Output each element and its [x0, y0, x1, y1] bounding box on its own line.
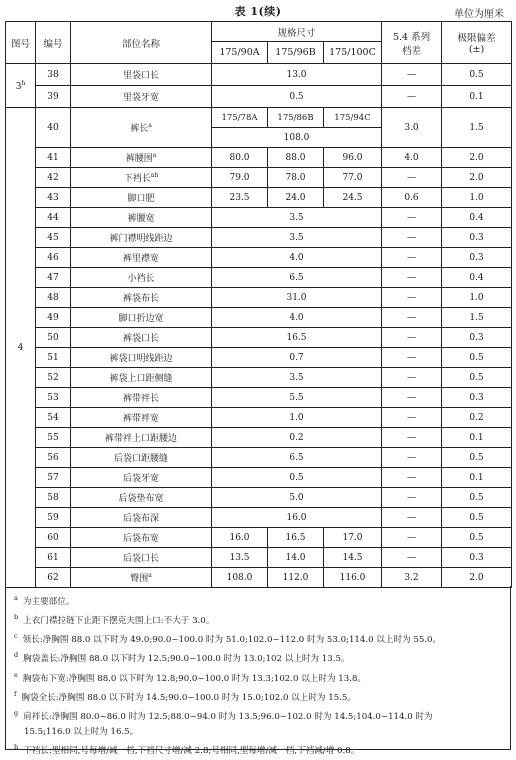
no-cell: 62: [36, 568, 71, 588]
part-cell: 脚口折边宽: [71, 308, 212, 328]
no-cell: 39: [36, 86, 71, 108]
spec-sub-cell: 175/86B: [268, 108, 324, 128]
spec-table: [5, 21, 512, 588]
header-spec: 规格尺寸: [212, 22, 382, 42]
header-grade-line2: 档差: [402, 45, 422, 57]
no-cell: 61: [36, 548, 71, 568]
spec-cell: 3.5: [212, 368, 382, 388]
header-grade: [382, 22, 442, 64]
spec-cell: 14.5: [324, 548, 382, 568]
grade-cell: —: [382, 448, 442, 468]
part-cell: 裤袋布长: [71, 288, 212, 308]
tolerance-cell: 0.4: [442, 268, 512, 288]
footnote: $^g$ 肩袢长:净胸围 80.0~86.0 时为 12.5;88.0~94.0 时为 13.5;96.0~102.0 时为 14.5;104.0~114.0 时为: [14, 708, 433, 722]
spec-cell: 3.5: [212, 208, 382, 228]
header-no: 编号: [36, 22, 71, 64]
spec-cell: 80.0: [212, 148, 268, 168]
grade-cell: —: [382, 248, 442, 268]
grade-cell: —: [382, 168, 442, 188]
spec-cell: 6.5: [212, 448, 382, 468]
tolerance-cell: 0.2: [442, 408, 512, 428]
part-cell: 脚口肥: [71, 188, 212, 208]
footnote: $^b$ 上衣门襟拉链下止距下摆克夫围上口:不大于 3.0。: [14, 613, 215, 627]
part-cell: 裤腰围$^a$: [71, 148, 212, 168]
spec-cell: 6.5: [212, 268, 382, 288]
grade-cell: 3.2: [382, 568, 442, 588]
spec-cell: 13.0: [212, 64, 382, 86]
tolerance-cell: 1.5: [442, 308, 512, 328]
no-cell: 48: [36, 288, 71, 308]
spec-cell: 108.0: [212, 128, 382, 148]
grade-cell: 3.0: [382, 108, 442, 148]
tolerance-cell: 0.3: [442, 388, 512, 408]
spec-cell: 4.0: [212, 308, 382, 328]
table-row: [6, 448, 512, 468]
fig-cell: 3$^h$: [6, 64, 36, 108]
table-row: [6, 268, 512, 288]
spec-cell: 4.0: [212, 248, 382, 268]
table-row: [6, 64, 512, 86]
spec-cell: 0.5: [212, 468, 382, 488]
spec-cell: 0.5: [212, 86, 382, 108]
table-row: [6, 248, 512, 268]
table-row: [6, 548, 512, 568]
tolerance-cell: 0.5: [442, 348, 512, 368]
table-row: [6, 468, 512, 488]
spec-cell: 77.0: [324, 168, 382, 188]
no-cell: 38: [36, 64, 71, 86]
grade-cell: —: [382, 408, 442, 428]
unit-label: 单位为厘米: [454, 9, 504, 20]
no-cell: 52: [36, 368, 71, 388]
no-cell: 59: [36, 508, 71, 528]
header-grade-line1: 5.4 系列: [392, 31, 431, 43]
grade-cell: —: [382, 368, 442, 388]
grade-cell: —: [382, 268, 442, 288]
footnote: $^c$ 领长:净胸围 88.0 以下时为 49.0;90.0~100.0 时为 51.0;102.0~112.0 时为 53.0;114.0 以上时为 55.0。: [14, 632, 442, 646]
part-cell: 裤腰宽: [71, 208, 212, 228]
part-cell: 后袋布深: [71, 508, 212, 528]
no-cell: 60: [36, 528, 71, 548]
spec-cell: 5.5: [212, 388, 382, 408]
no-cell: 40: [36, 108, 71, 148]
grade-cell: —: [382, 288, 442, 308]
part-cell: 后袋布宽: [71, 528, 212, 548]
spec-cell: 24.0: [268, 188, 324, 208]
table-row: [6, 108, 512, 128]
no-cell: 56: [36, 448, 71, 468]
spec-cell: 96.0: [324, 148, 382, 168]
tolerance-cell: 1.0: [442, 288, 512, 308]
grade-cell: —: [382, 86, 442, 108]
grade-cell: 4.0: [382, 148, 442, 168]
spec-cell: 23.5: [212, 188, 268, 208]
tolerance-cell: 0.1: [442, 86, 512, 108]
part-cell: 后袋口距腰缝: [71, 448, 212, 468]
footnotes: [5, 586, 511, 757]
part-cell: 里袋牙宽: [71, 86, 212, 108]
grade-cell: —: [382, 548, 442, 568]
no-cell: 41: [36, 148, 71, 168]
spec-cell: 24.5: [324, 188, 382, 208]
grade-cell: —: [382, 468, 442, 488]
tolerance-cell: 0.1: [442, 428, 512, 448]
no-cell: 50: [36, 328, 71, 348]
table-row: [6, 288, 512, 308]
no-cell: 42: [36, 168, 71, 188]
header-tol-line2: (±): [468, 44, 485, 55]
fig-cell: 4: [6, 108, 36, 588]
part-cell: 下裆长$^{ah}$: [71, 168, 212, 188]
spec-cell: 3.5: [212, 228, 382, 248]
table-row: [6, 388, 512, 408]
footnote: $^e$ 胸袋布下宽:净胸围 88.0 以下时为 12.8;90.0~100.0 时为 13.3;102.0 以上时为 13.8。: [14, 670, 367, 684]
spec-cell: 88.0: [268, 148, 324, 168]
tolerance-cell: 1.0: [442, 188, 512, 208]
no-cell: 57: [36, 468, 71, 488]
part-cell: 裤长$^a$: [71, 108, 212, 148]
spec-cell: 13.5: [212, 548, 268, 568]
spec-cell: 78.0: [268, 168, 324, 188]
tolerance-cell: 0.3: [442, 328, 512, 348]
footnote: $^h$ 下裆长:型相同,号每增/减一档,下裆尺寸增/减 2.8;号相同,型每增/减一档,下裆减/增 0.8。: [14, 743, 360, 757]
grade-cell: —: [382, 64, 442, 86]
grade-cell: —: [382, 328, 442, 348]
spec-cell: 16.5: [212, 328, 382, 348]
footnote: $^a$ 为主要部位。: [14, 594, 75, 607]
tolerance-cell: 0.5: [442, 448, 512, 468]
table-row: [6, 308, 512, 328]
table-row: [6, 208, 512, 228]
tolerance-cell: 0.5: [442, 488, 512, 508]
part-cell: 裤带袢长: [71, 388, 212, 408]
table-row: [6, 168, 512, 188]
header-fig: 图号: [6, 22, 36, 64]
table-row: [6, 408, 512, 428]
tolerance-cell: 0.5: [442, 508, 512, 528]
spec-sub-cell: 175/94C: [324, 108, 382, 128]
spec-cell: 108.0: [212, 568, 268, 588]
tolerance-cell: 0.5: [442, 368, 512, 388]
tolerance-cell: 2.0: [442, 568, 512, 588]
part-cell: 裤袋口长: [71, 328, 212, 348]
tolerance-cell: 0.3: [442, 248, 512, 268]
table-row: [6, 328, 512, 348]
grade-cell: —: [382, 528, 442, 548]
table-row: [6, 528, 512, 548]
tolerance-cell: 2.0: [442, 148, 512, 168]
table-row: [6, 86, 512, 108]
no-cell: 49: [36, 308, 71, 328]
spec-cell: 1.0: [212, 408, 382, 428]
no-cell: 45: [36, 228, 71, 248]
footnote-continuation: 15.5;116.0 以上时为 16.5。: [24, 727, 139, 738]
table-row: [6, 508, 512, 528]
footnote: $^d$ 胸袋盖长:净胸围 88.0 以下时为 12.5;90.0~100.0 时为 13.0;102 以上时为 13.5。: [14, 651, 350, 665]
part-cell: 裤门襟明线距边: [71, 228, 212, 248]
grade-cell: 0.6: [382, 188, 442, 208]
header-part: 部位名称: [71, 22, 212, 64]
header-spec-col-1: 175/90A: [212, 42, 268, 64]
table-row: [6, 228, 512, 248]
table-row: [6, 568, 512, 588]
tolerance-cell: 1.5: [442, 108, 512, 148]
part-cell: 裤里襟宽: [71, 248, 212, 268]
part-cell: 后袋垫布宽: [71, 488, 212, 508]
table-title: 表 1(续): [234, 5, 282, 18]
part-cell: 裤袋口明线距边: [71, 348, 212, 368]
tolerance-cell: 0.4: [442, 208, 512, 228]
table-row: [6, 428, 512, 448]
spec-cell: 0.2: [212, 428, 382, 448]
part-cell: 小裆长: [71, 268, 212, 288]
spec-cell: 16.0: [212, 508, 382, 528]
footnote: $^f$ 胸袋全长:净胸围 88.0 以下时为 14.5;90.0~100.0 时为 15.0;102.0 以上时为 15.5。: [14, 689, 356, 703]
tolerance-cell: 0.5: [442, 528, 512, 548]
spec-cell: 17.0: [324, 528, 382, 548]
header-spec-col-3: 175/100C: [324, 42, 382, 64]
table-row: [6, 188, 512, 208]
part-cell: 后袋牙宽: [71, 468, 212, 488]
grade-cell: —: [382, 388, 442, 408]
tolerance-cell: 0.1: [442, 468, 512, 488]
spec-cell: 116.0: [324, 568, 382, 588]
spec-cell: 16.0: [212, 528, 268, 548]
no-cell: 46: [36, 248, 71, 268]
header-tolerance: [442, 22, 512, 64]
spec-sub-cell: 175/78A: [212, 108, 268, 128]
spec-cell: 112.0: [268, 568, 324, 588]
part-cell: 里袋口长: [71, 64, 212, 86]
grade-cell: —: [382, 428, 442, 448]
part-cell: 后袋口长: [71, 548, 212, 568]
part-cell: 裤带袢宽: [71, 408, 212, 428]
spec-cell: 79.0: [212, 168, 268, 188]
table-row: [6, 148, 512, 168]
no-cell: 58: [36, 488, 71, 508]
no-cell: 47: [36, 268, 71, 288]
table-row: [6, 368, 512, 388]
table-row: [6, 488, 512, 508]
grade-cell: —: [382, 348, 442, 368]
no-cell: 54: [36, 408, 71, 428]
grade-cell: —: [382, 208, 442, 228]
header-spec-col-2: 175/96B: [268, 42, 324, 64]
spec-cell: 31.0: [212, 288, 382, 308]
spec-cell: 14.0: [268, 548, 324, 568]
tolerance-cell: 0.3: [442, 548, 512, 568]
grade-cell: —: [382, 228, 442, 248]
grade-cell: —: [382, 488, 442, 508]
grade-cell: —: [382, 308, 442, 328]
tolerance-cell: 0.5: [442, 64, 512, 86]
tolerance-cell: 2.0: [442, 168, 512, 188]
no-cell: 43: [36, 188, 71, 208]
table-row: [6, 348, 512, 368]
no-cell: 51: [36, 348, 71, 368]
no-cell: 55: [36, 428, 71, 448]
spec-cell: 16.5: [268, 528, 324, 548]
no-cell: 44: [36, 208, 71, 228]
part-cell: 裤袋上口距侧缝: [71, 368, 212, 388]
no-cell: 53: [36, 388, 71, 408]
spec-cell: 5.0: [212, 488, 382, 508]
part-cell: 裤带袢上口距腰边: [71, 428, 212, 448]
tolerance-cell: 0.3: [442, 228, 512, 248]
header-tol-line1: 极限偏差: [457, 33, 496, 44]
grade-cell: —: [382, 508, 442, 528]
part-cell: 臀围$^a$: [71, 568, 212, 588]
spec-cell: 0.7: [212, 348, 382, 368]
